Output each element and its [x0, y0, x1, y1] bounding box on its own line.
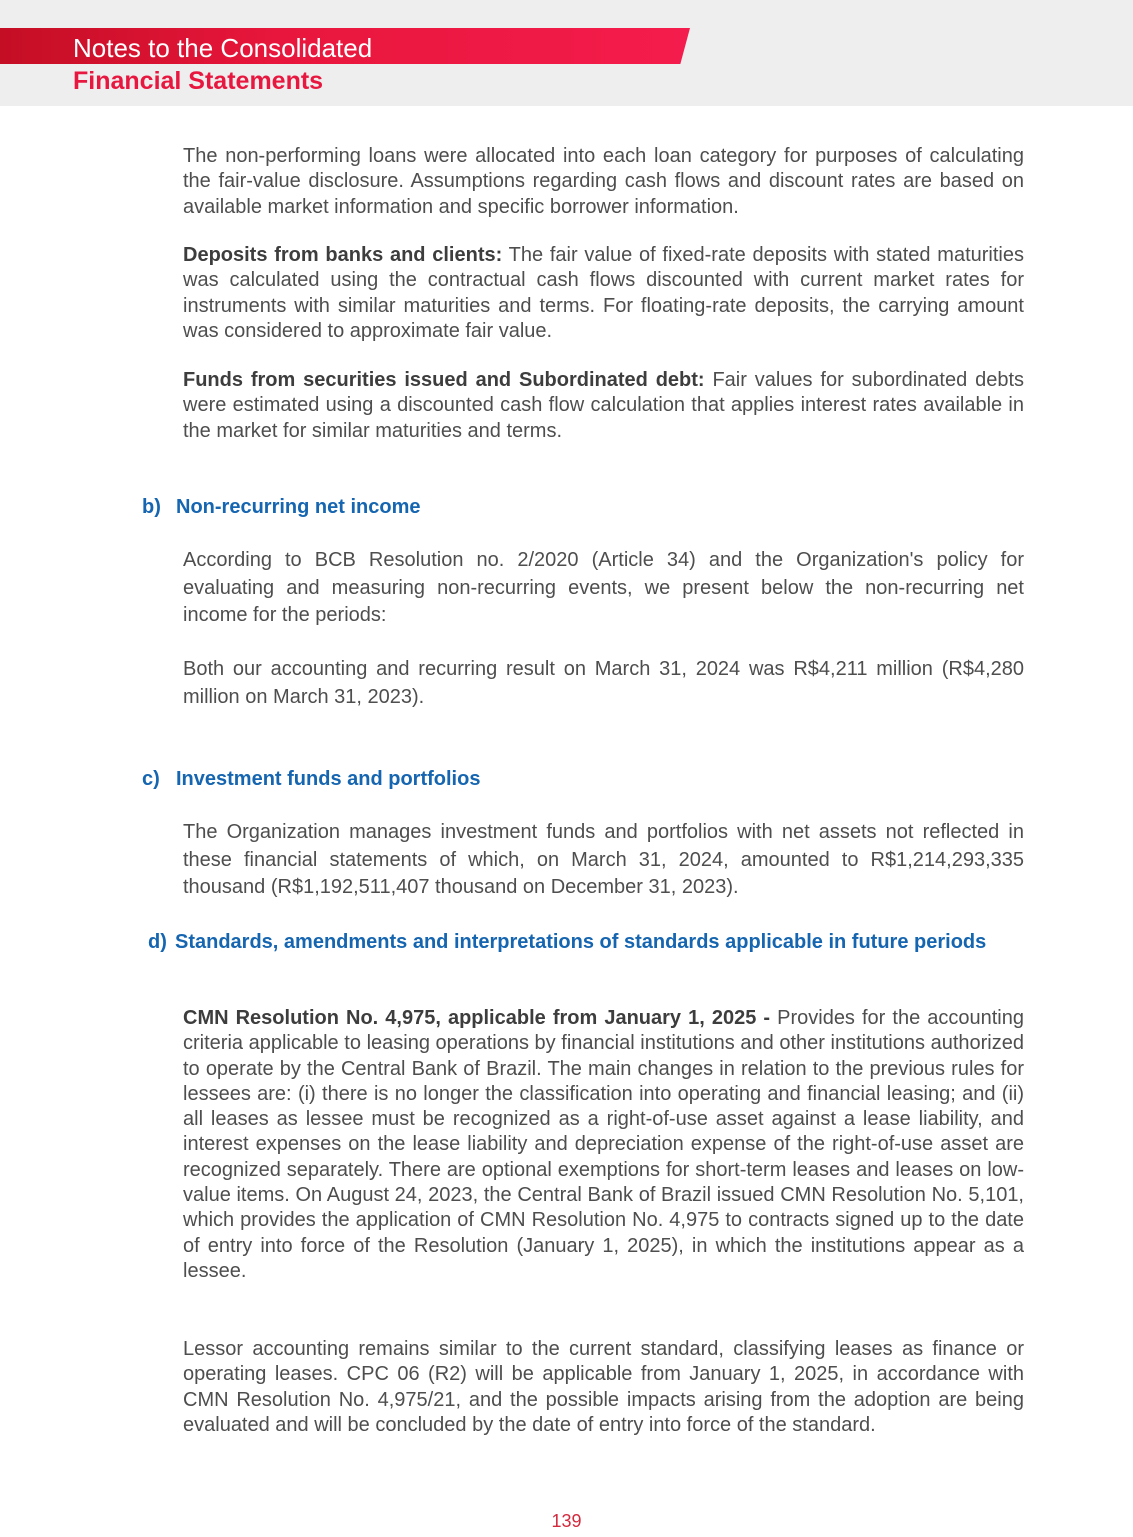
section-d-letter: d): [148, 931, 167, 953]
funds-securities-text: Fair values for subordinated debts were estimated using a discounted cash flow calculation that applies interest rates available in the market for similar maturities and terms.: [183, 369, 1024, 442]
header-title-line1: Notes to the Consolidated: [73, 33, 373, 63]
cmn-resolution-label: CMN Resolution No. 4,975, applicable from January 1, 2025 -: [183, 1007, 771, 1029]
section-b-title: Non-recurring net income: [176, 496, 421, 518]
section-c-letter: c): [142, 768, 160, 790]
funds-securities-label: Funds from securities issued and Subordinated debt:: [183, 369, 705, 391]
deposits-text: The fair value of fixed-rate deposits with stated maturities was calculated using the contractual cash flows discounted with current market rates for instruments with similar maturities and terms. For floating-rate deposits, the carrying amount was considered to approximate fair value.: [183, 244, 1024, 342]
deposits-label: Deposits from banks and clients:: [183, 244, 503, 266]
paragraph-recurring-result: Both our accounting and recurring result on March 31, 2024 was R$4,211 million (R$4,280 million on March 31, 2023).: [183, 658, 1024, 708]
page-number: 139: [551, 1511, 582, 1531]
section-c-heading: [0, 767, 1133, 792]
paragraph-bcb-resolution: According to BCB Resolution no. 2/2020 (Article 34) and the Organization's policy for evaluating and measuring non-recurring events, we present below the non-recurring net income for the periods:: [183, 549, 1024, 626]
section-d-title: Standards, amendments and interpretations of standards applicable in future periods: [175, 931, 987, 953]
paragraph-investment-funds: The Organization manages investment funds and portfolios with net assets not reflected in these financial statements of which, on March 31, 2024, amounted to R$1,214,293,335 thousand (R$1,192,511,407 thousand on December 31, 2023).: [183, 821, 1024, 898]
section-b-heading: [0, 495, 1133, 520]
cmn-resolution-text: Provides for the accounting criteria applicable to leasing operations by financial institutions and other institutions authorized to operate by the Central Bank of Brazil. The main changes in relation to the previous rules for lessees are: (i) there is no longer the classification into operating and financial leasing; and (ii) all leases as lessee must be recognized as a right-of-use asset against a lease liability, and interest expenses on the lease liability and depreciation expense of the right-of-use asset are recognized separately. There are optional exemptions for short-term leases and leases on low-value items. On August 24, 2023, the Central Bank of Brazil issued CMN Resolution No. 5,101, which provides the application of CMN Resolution No. 4,975 to contracts signed up to the date of entry into force of the Resolution (January 1, 2025), in which the institutions appear as a lessee.: [183, 1007, 1025, 1282]
paragraph-deposits: [183, 243, 1024, 344]
section-c-title: Investment funds and portfolios: [176, 768, 481, 790]
paragraph-lessor-accounting: Lessor accounting remains similar to the current standard, classifying leases as finance or operating leases. CPC 06 (R2) will be applicable from January 1, 2025, in accordance with CMN Resolution No. 4,975/21, and the possible impacts arising from the adoption are being evaluated and will be concluded by the date of entry into force of the standard.: [183, 1338, 1024, 1436]
page-header: [0, 0, 1133, 106]
paragraph-funds-securities: [183, 368, 1024, 444]
section-b-letter: b): [142, 496, 161, 518]
header-title-line2: Financial Statements: [73, 67, 324, 95]
paragraph-non-performing-loans: The non-performing loans were allocated into each loan category for purposes of calculating the fair-value disclosure. Assumptions regarding cash flows and discount rates are based on available market information and specific borrower information.: [183, 145, 1024, 218]
paragraph-cmn-resolution-4975: [183, 1006, 1024, 1284]
section-d-heading: [0, 930, 1133, 980]
